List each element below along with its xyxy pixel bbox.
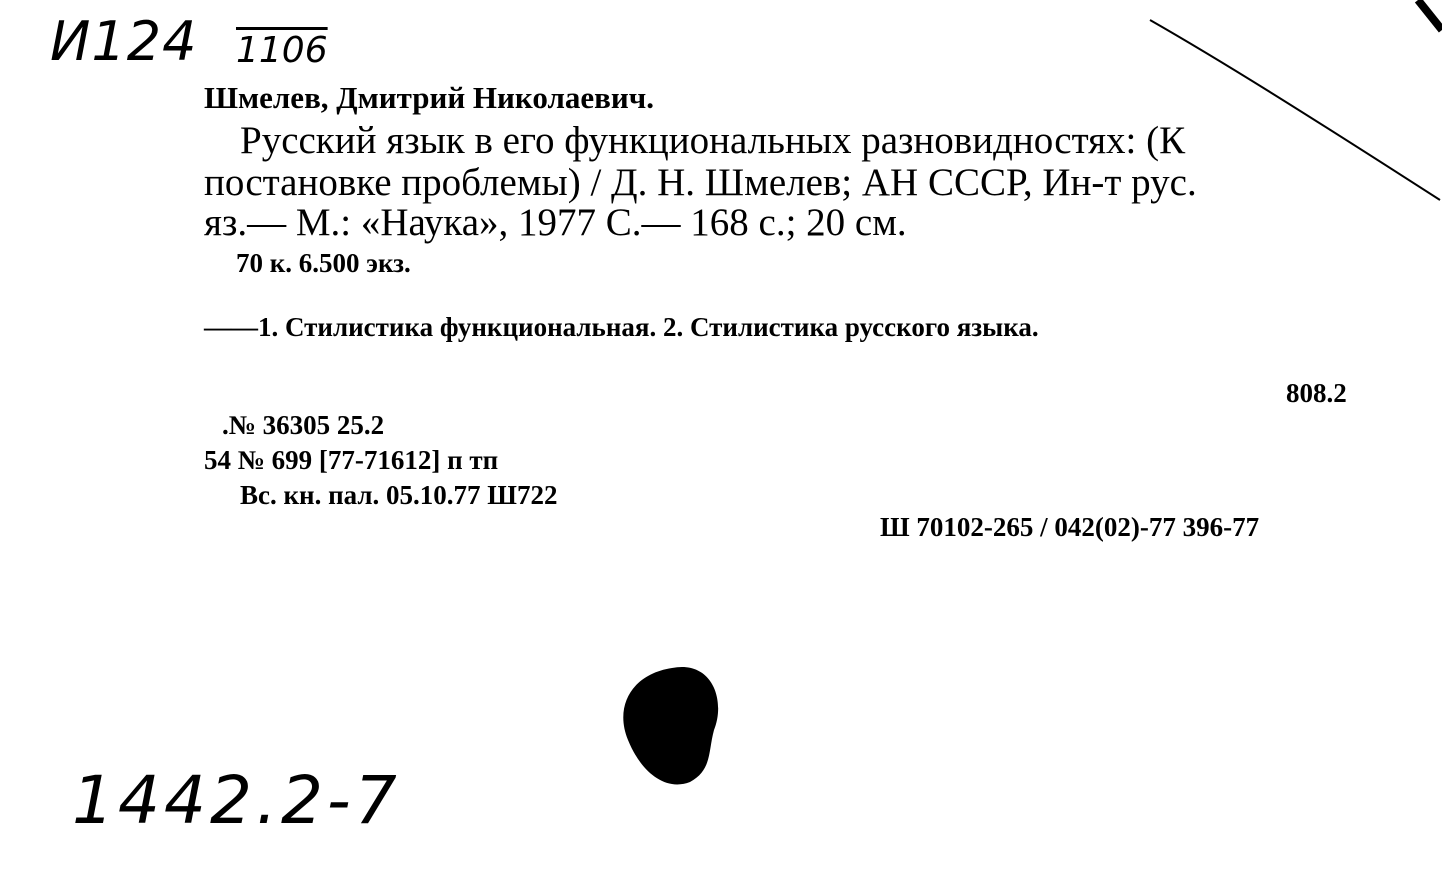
number-line-1: .№ 36305 25.2 (222, 410, 385, 440)
code-line: Ш 70102-265 / 042(02)-77 396-77 (880, 512, 1260, 542)
author-heading: Шмелев, Дмитрий Николаевич. (204, 80, 654, 115)
title-line-1: Русский язык в его функциональных разновидностях: (К (240, 119, 1186, 162)
publication-line: Вс. кн. пал. 05.10.77 Ш722 (240, 480, 558, 510)
price-run-line: 70 к. 6.500 экз. (236, 248, 411, 278)
edge-stroke (1418, 0, 1442, 30)
title-line-2: постановке проблемы) / Д. Н. Шмелев; АН СССР, Ин-т рус. (204, 161, 1197, 204)
subject-headings: ——1. Стилистика функциональная. 2. Стилистика русского языка. (204, 312, 1039, 342)
title-line-3: яз.— М.: «Наука», 1977 С.— 168 с.; 20 см. (204, 201, 907, 244)
inventory-number: 1442.2-7 (72, 762, 401, 839)
corner-scratch (1150, 20, 1440, 200)
number-line-2: 54 № 699 [77-71612] п тп (204, 445, 499, 475)
classification-number: 808.2 (1286, 378, 1347, 408)
shelf-mark: И124 (50, 10, 198, 73)
shelf-mark-sub: 1106 (236, 30, 328, 71)
ink-blot (623, 667, 718, 784)
